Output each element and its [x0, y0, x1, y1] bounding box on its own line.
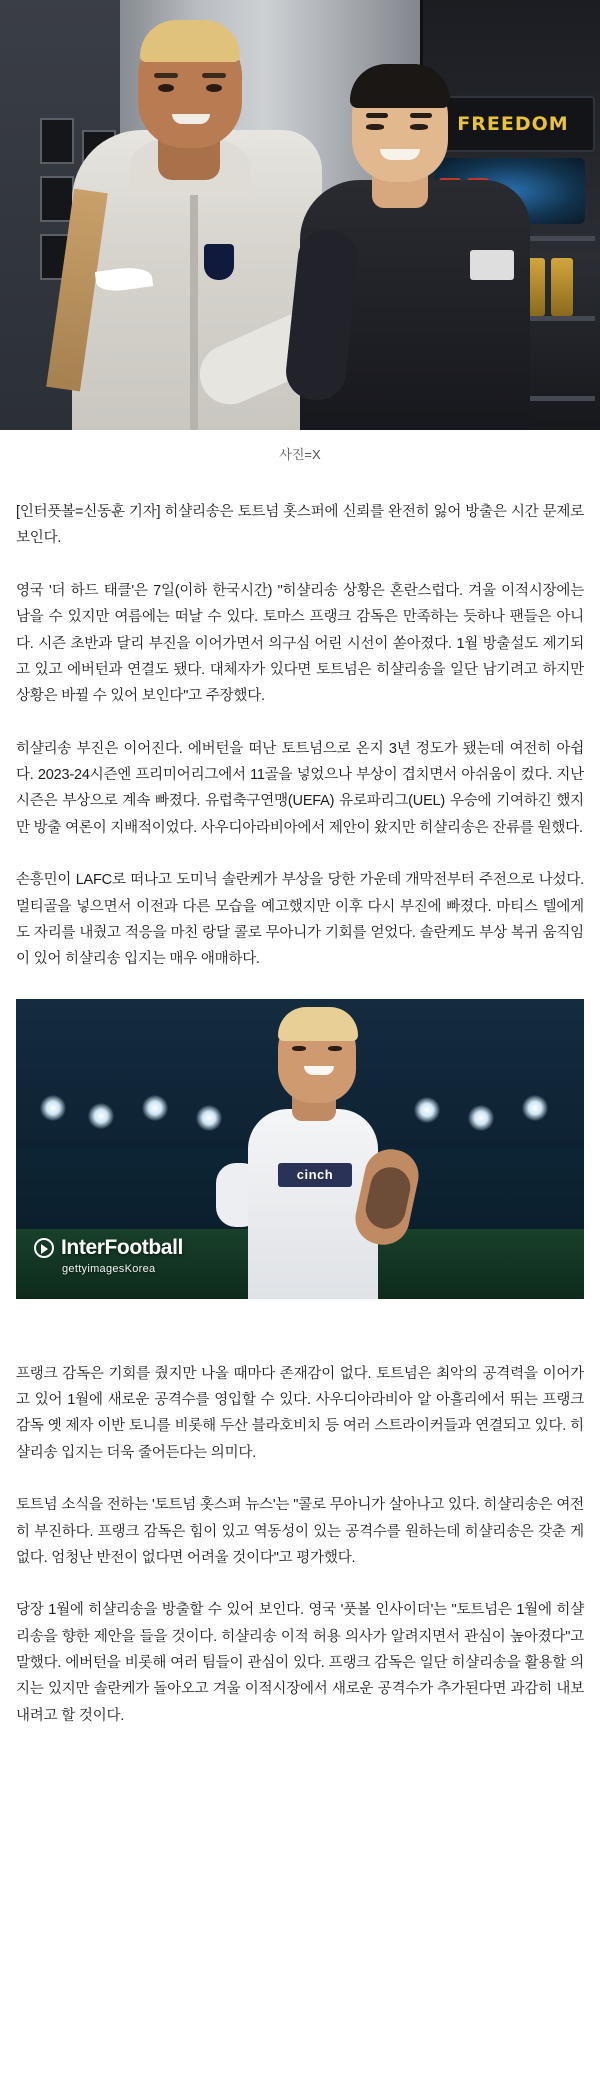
player-left-brow [202, 73, 226, 78]
player-right-brow [366, 113, 388, 118]
hero-photo-caption: 사진=X [279, 447, 321, 462]
player-smile [304, 1066, 334, 1075]
player-left-hair [140, 20, 240, 62]
article-body-top [0, 463, 600, 973]
article-paragraph: 영국 '더 하드 태클'은 7일(이하 한국시간) "히샬리송 상황은 혼란스럽다. 겨울 이적시장에는 남을 수 있지만 여름에는 떠날 수 있다. 토마스 프랭크 감독은 만족하는 듯하나 팬들은 아니다. 시즌 초반과 달리 부진을 이어가면서 의구심 어린 시선이 쏟아졌다. 1월 방출설도 제기되고 있고 에버턴과 연결도 됐다. 대체자가 있다면 토트넘은 히샬리송을 일단 남기려고 하지만 상황은 바뀔 수 있어 보인다"고 주장했다. [16, 582, 584, 705]
fridge-brand-label: FREEDOM [431, 96, 595, 152]
shirt-sponsor-patch [470, 250, 514, 280]
article-paragraph: 손흥민이 LAFC로 떠나고 도미닉 솔란케가 부상을 당한 가운데 개막전부터 주전으로 나섰다. 멀티골을 넣으면서 이전과 다른 모습을 예고했지만 이후 다시 부진에 빠졌다. 마티스 텔에게도 자리를 내줬고 적응을 마친 랑달 콜로 무아니가 기회를 얻었다. 솔란케도 부상 복귀 움직임이 있어 히샬리송 입지는 매우 애매하다. [16, 872, 584, 968]
player-right-hair [350, 64, 450, 108]
club-badge-icon [204, 244, 234, 280]
player-left-brow [154, 73, 178, 78]
player-right-brow [410, 113, 432, 118]
watermark-title: InterFootball [61, 1235, 183, 1259]
stadium-light [522, 1095, 548, 1121]
hero-photo [0, 0, 600, 430]
stadium-light [88, 1103, 114, 1129]
player-hair [278, 1007, 358, 1041]
player-right-eye [410, 124, 428, 130]
watermark-subtitle: gettyimagesKorea [62, 1262, 156, 1275]
stadium-light [468, 1105, 494, 1131]
stadium-light [142, 1095, 168, 1121]
jacket-zipper [190, 180, 198, 430]
article-paragraph: 토트넘 소식을 전하는 '토트넘 홋스퍼 뉴스'는 "콜로 무아니가 살아나고 있다. 히샬리송은 여전히 부진하다. 프랭크 감독은 힘이 있고 역동성이 있는 공격수를 원하는데 히샬리송은 갖춘 게 없다. 엄청난 반전이 없다면 어려울 것이다"고 평가했다. [16, 1497, 584, 1566]
stadium-light [196, 1105, 222, 1131]
play-circle-icon [34, 1238, 54, 1258]
player-eye [328, 1046, 342, 1051]
player-eye [292, 1046, 306, 1051]
article-paragraph: 프랭크 감독은 기회를 줬지만 나올 때마다 존재감이 없다. 토트넘은 최악의 공격력을 이어가고 있어 1월에 새로운 공격수를 영입할 수 있다. 사우디아라비아 알 아흘리에서 뛰는 프랭크 감독 옛 제자 이반 토니를 비롯해 두산 블라호비치 등 여러 스트라이커들과 연결되고 있다. 히샬리송 입지는 더욱 줄어든다는 의미다. [16, 1365, 584, 1461]
article-paragraph: [인터풋볼=신동훈 기자] 히샬리송은 토트넘 홋스퍼에 신뢰를 완전히 잃어 방출은 시간 문제로 보인다. [16, 504, 584, 547]
article-body-bottom [0, 1325, 600, 1730]
article-paragraph: 히샬리송 부진은 이어진다. 에버턴을 떠난 토트넘으로 온지 3년 정도가 됐는데 여전히 아쉽다. 2023-24시즌엔 프리미어리그에서 11골을 넣었으나 부상이 겹치면서 아쉬움이 컸다. 지난 시즌은 부상으로 계속 빠졌다. 유럽축구연맹(UEFA) 유로파리그(UEL) 우승에 기여하긴 했지만 방출 여론이 지배적이었다. 사우디아라비아에서 제안이 왔지만 히샬리송은 잔류를 원했다. [16, 740, 584, 836]
wall-frame [40, 176, 74, 222]
inline-photo [16, 999, 584, 1299]
player-left-smile [172, 114, 210, 124]
photo-watermark [34, 1236, 183, 1275]
stadium-light [414, 1097, 440, 1123]
drink-can [551, 258, 573, 316]
shirt-sponsor-text: cinch [278, 1163, 352, 1187]
player-right-smile [380, 149, 420, 160]
player-left-eye [206, 84, 222, 92]
watermark-title-row [34, 1236, 183, 1260]
stadium-light [40, 1095, 66, 1121]
player-left-eye [158, 84, 174, 92]
article-paragraph: 당장 1월에 히샬리송을 방출할 수 있어 보인다. 영국 '풋볼 인사이더'는 "토트넘은 1월에 히샬리송을 향한 제안을 들을 것이다. 히샬리송 이적 허용 의사가 알려지면서 관심이 높아졌다"고 말했다. 에버턴을 비롯해 여러 팀들이 관심이 있다. 프랭크 감독은 일단 히샬리송을 활용할 의지는 있지만 솔란케가 돌아오고 겨울 이적시장에서 새로운 공격수가 추가된다면 과감히 내보내려고 할 것이다. [16, 1602, 584, 1724]
wall-frame [40, 118, 74, 164]
player-right-eye [366, 124, 384, 130]
